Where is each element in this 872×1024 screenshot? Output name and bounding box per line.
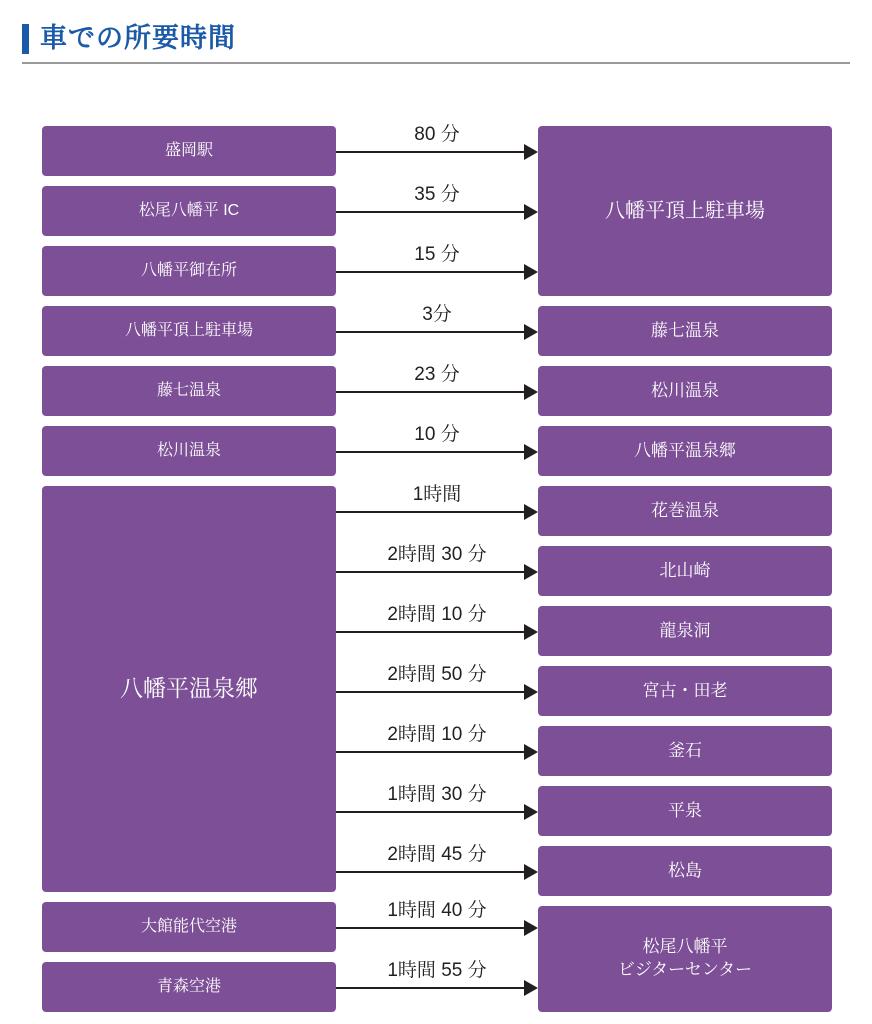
- visitor-center-line1: 松尾八幡平: [642, 937, 728, 957]
- connector-gozaisho-to-summit: [336, 244, 538, 283]
- connector-label: 35 分: [414, 184, 460, 205]
- node-right-hanamaki-onsen: 花巻温泉: [538, 486, 832, 536]
- connector-line: [336, 631, 524, 633]
- connector-summit-to-toshichi: [336, 304, 538, 343]
- connector-line: [336, 331, 524, 333]
- arrow-head-icon: [524, 980, 538, 996]
- connector-label: 2時間 30 分: [387, 544, 487, 565]
- arrow-head-icon: [524, 744, 538, 760]
- connector-line: [336, 927, 524, 929]
- node-right-miyako-taro: 宮古・田老: [538, 666, 832, 716]
- connector-matsuo-ic-to-summit: [336, 184, 538, 223]
- connector-label: 10 分: [414, 424, 460, 445]
- node-right-kitayamazaki: 北山崎: [538, 546, 832, 596]
- node-left-hachimantai-summit-parking: 八幡平頂上駐車場: [42, 306, 336, 356]
- connector-onsenkyo-to-hiraizumi: [336, 784, 538, 823]
- arrow-head-icon: [524, 384, 538, 400]
- connector-label: 2時間 10 分: [387, 604, 487, 625]
- arrow-head-icon: [524, 504, 538, 520]
- connector-line: [336, 391, 524, 393]
- arrow-head-icon: [524, 920, 538, 936]
- node-right-hiraizumi: 平泉: [538, 786, 832, 836]
- connector-line: [336, 871, 524, 873]
- connector-label: 1時間 40 分: [387, 900, 487, 921]
- node-left-matsuo-hachimantai-ic: 松尾八幡平 IC: [42, 186, 336, 236]
- node-left-toshichi-onsen: 藤七温泉: [42, 366, 336, 416]
- page-title: 車での所要時間: [40, 23, 236, 53]
- connector-label: 23 分: [414, 364, 460, 385]
- connector-label: 15 分: [414, 244, 460, 265]
- node-right-matsukawa-onsen: 松川温泉: [538, 366, 832, 416]
- connector-label: 2時間 50 分: [387, 664, 487, 685]
- connector-odate-airport-to-visitor-center: [336, 900, 538, 939]
- connector-matsukawa-to-onsenkyo: [336, 424, 538, 463]
- arrow-head-icon: [524, 264, 538, 280]
- connector-toshichi-to-matsukawa: [336, 364, 538, 403]
- arrow-head-icon: [524, 684, 538, 700]
- arrow-head-icon: [524, 804, 538, 820]
- connector-onsenkyo-to-ryusendo: [336, 604, 538, 643]
- connector-label: 2時間 45 分: [387, 844, 487, 865]
- connector-label: 3分: [422, 304, 452, 325]
- connector-onsenkyo-to-hanamaki: [336, 484, 538, 523]
- node-left-morioka-station: 盛岡駅: [42, 126, 336, 176]
- arrow-head-icon: [524, 324, 538, 340]
- node-left-hachimantai-onsenkyo: 八幡平温泉郷: [42, 486, 336, 892]
- arrow-head-icon: [524, 564, 538, 580]
- connector-aomori-airport-to-visitor-center: [336, 960, 538, 999]
- connector-label: 1時間 30 分: [387, 784, 487, 805]
- arrow-head-icon: [524, 864, 538, 880]
- connector-label: 2時間 10 分: [387, 724, 487, 745]
- connector-label: 1時間 55 分: [387, 960, 487, 981]
- node-right-matsushima: 松島: [538, 846, 832, 896]
- node-left-hachimantai-gozaisho: 八幡平御在所: [42, 246, 336, 296]
- node-left-matsukawa-onsen: 松川温泉: [42, 426, 336, 476]
- connector-line: [336, 271, 524, 273]
- arrow-head-icon: [524, 624, 538, 640]
- node-left-odate-noshiro-airport: 大館能代空港: [42, 902, 336, 952]
- connector-morioka-to-summit: [336, 124, 538, 163]
- connector-label: 1時間: [412, 484, 462, 505]
- connector-onsenkyo-to-miyako-taro: [336, 664, 538, 703]
- connector-line: [336, 571, 524, 573]
- node-right-kamaishi: 釜石: [538, 726, 832, 776]
- connector-onsenkyo-to-matsushima: [336, 844, 538, 883]
- connector-line: [336, 151, 524, 153]
- connector-line: [336, 511, 524, 513]
- node-right-matsuo-hachimantai-visitor-center: [538, 906, 832, 1012]
- connector-line: [336, 451, 524, 453]
- connector-line: [336, 751, 524, 753]
- connector-line: [336, 811, 524, 813]
- node-right-hachimantai-summit-parking: 八幡平頂上駐車場: [538, 126, 832, 296]
- connector-onsenkyo-to-kamaishi: [336, 724, 538, 763]
- connector-line: [336, 987, 524, 989]
- connector-line: [336, 691, 524, 693]
- node-right-toshichi-onsen: 藤七温泉: [538, 306, 832, 356]
- node-right-ryusendo: 龍泉洞: [538, 606, 832, 656]
- connector-label: 80 分: [414, 124, 460, 145]
- node-left-aomori-airport: 青森空港: [42, 962, 336, 1012]
- connector-line: [336, 211, 524, 213]
- arrow-head-icon: [524, 144, 538, 160]
- arrow-head-icon: [524, 204, 538, 220]
- connector-onsenkyo-to-kitayamazaki: [336, 544, 538, 583]
- node-right-hachimantai-onsenkyo: 八幡平温泉郷: [538, 426, 832, 476]
- arrow-head-icon: [524, 444, 538, 460]
- visitor-center-line2: ビジターセンター: [617, 960, 753, 979]
